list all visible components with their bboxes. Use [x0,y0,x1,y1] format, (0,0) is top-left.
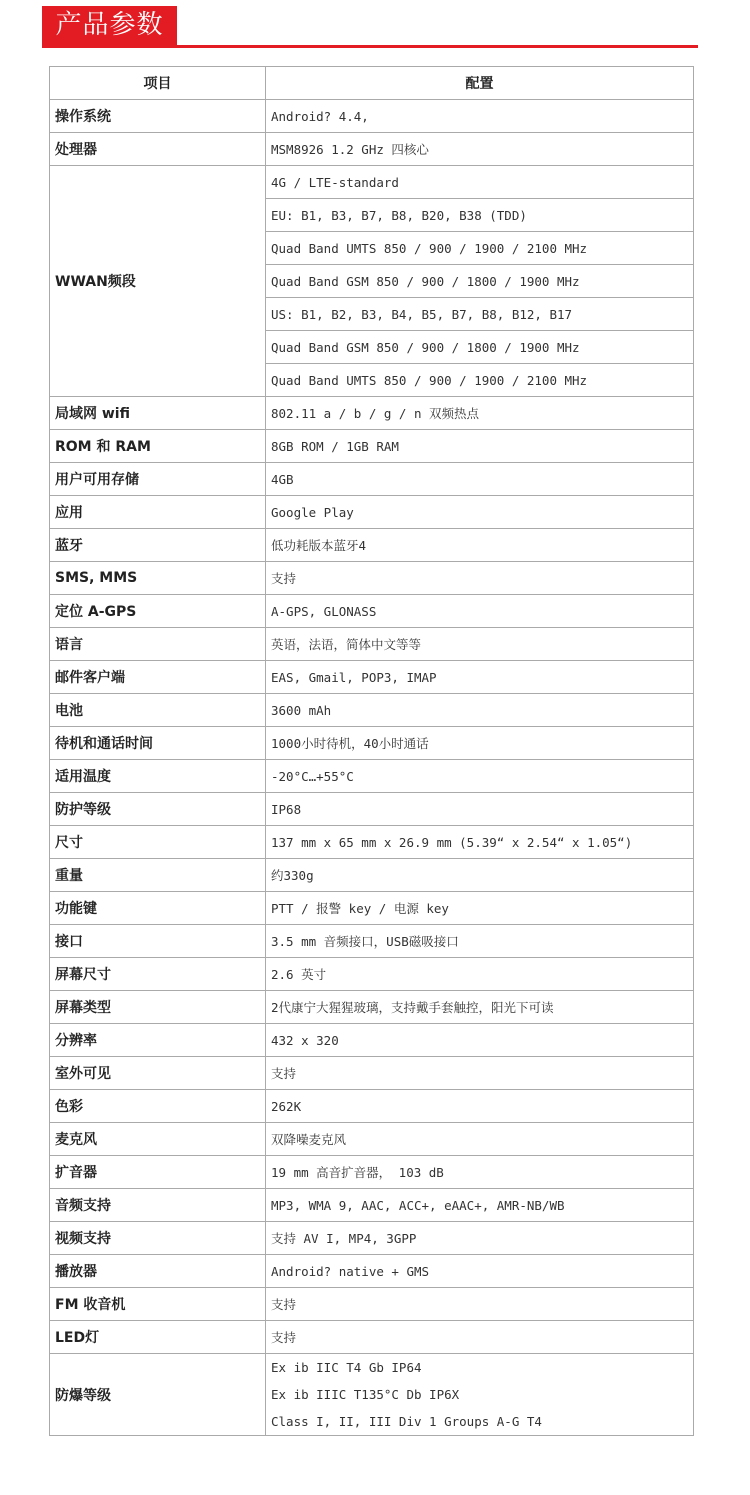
table-row [50,100,694,133]
spec-value: EU: B1, B3, B7, B8, B20, B38 (TDD) [266,199,694,232]
table-row [50,628,694,661]
spec-label: 局域网 wifi [50,397,266,430]
spec-label: 尺寸 [50,826,266,859]
table-row [50,397,694,430]
spec-value: 1000小时待机，40小时通话 [266,727,694,760]
column-header-item: 项目 [50,67,266,100]
spec-label: 麦克风 [50,1123,266,1156]
table-row [50,430,694,463]
table-row [50,562,694,595]
spec-value: Quad Band UMTS 850 / 900 / 1900 / 2100 MHz [266,364,694,397]
table-row [50,760,694,793]
spec-label: 播放器 [50,1255,266,1288]
table-row [50,1156,694,1189]
spec-value: 双降噪麦克风 [266,1123,694,1156]
table-row [50,166,694,199]
spec-value: Quad Band UMTS 850 / 900 / 1900 / 2100 MHz [266,232,694,265]
spec-value: 支持 [266,562,694,595]
table-header-row [50,67,694,100]
spec-value: 3.5 mm 音频接口，USB磁吸接口 [266,925,694,958]
spec-label: 视频支持 [50,1222,266,1255]
spec-value: 2.6 英寸 [266,958,694,991]
table-row [50,1255,694,1288]
spec-value: 约330g [266,859,694,892]
spec-table [49,66,694,1436]
spec-label: 适用温度 [50,760,266,793]
spec-value: A-GPS, GLONASS [266,595,694,628]
table-row [50,925,694,958]
table-row [50,1222,694,1255]
table-row [50,1024,694,1057]
table-row [50,496,694,529]
spec-value: Quad Band GSM 850 / 900 / 1800 / 1900 MHz [266,331,694,364]
spec-label: 音频支持 [50,1189,266,1222]
spec-label: FM 收音机 [50,1288,266,1321]
spec-value-line: Class I, II, III Div 1 Groups A-G T4 [271,1414,542,1429]
spec-value: Quad Band GSM 850 / 900 / 1800 / 1900 MHz [266,265,694,298]
spec-value: PTT / 报警 key / 电源 key [266,892,694,925]
spec-table-body [50,100,694,1436]
spec-label: 电池 [50,694,266,727]
section-header [42,6,698,48]
table-row [50,463,694,496]
table-row [50,595,694,628]
spec-value: 支持 [266,1321,694,1354]
spec-label: ROM 和 RAM [50,430,266,463]
spec-value: Android? 4.4, [266,100,694,133]
spec-label: 扩音器 [50,1156,266,1189]
spec-label: 防爆等级 [50,1354,266,1436]
spec-value: 支持 [266,1288,694,1321]
spec-label: 操作系统 [50,100,266,133]
spec-label: 蓝牙 [50,529,266,562]
spec-label: 接口 [50,925,266,958]
spec-value: 3600 mAh [266,694,694,727]
spec-value: 4G / LTE-standard [266,166,694,199]
spec-value: MSM8926 1.2 GHz 四核心 [266,133,694,166]
spec-value: 8GB ROM / 1GB RAM [266,430,694,463]
spec-label: 语言 [50,628,266,661]
spec-value: 4GB [266,463,694,496]
spec-label: WWAN频段 [50,166,266,397]
spec-label: 用户可用存储 [50,463,266,496]
spec-label: 定位 A-GPS [50,595,266,628]
spec-label: 分辨率 [50,1024,266,1057]
table-row [50,958,694,991]
title-underline [42,45,698,48]
spec-label: LED灯 [50,1321,266,1354]
spec-label: 处理器 [50,133,266,166]
spec-value: -20°C…+55°C [266,760,694,793]
spec-label: SMS, MMS [50,562,266,595]
spec-label: 屏幕类型 [50,991,266,1024]
spec-value: US: B1, B2, B3, B4, B5, B7, B8, B12, B17 [266,298,694,331]
table-row [50,661,694,694]
spec-value: 432 x 320 [266,1024,694,1057]
spec-label: 室外可见 [50,1057,266,1090]
spec-label: 防护等级 [50,793,266,826]
table-row [50,727,694,760]
table-row [50,1057,694,1090]
spec-value: MP3, WMA 9, AAC, ACC+, eAAC+, AMR-NB/WB [266,1189,694,1222]
spec-label: 功能键 [50,892,266,925]
table-row [50,991,694,1024]
spec-value: Android? native + GMS [266,1255,694,1288]
spec-value: 137 mm x 65 mm x 26.9 mm (5.39“ x 2.54“ x 1.05“) [266,826,694,859]
table-row [50,1090,694,1123]
spec-value: 支持 AV I, MP4, 3GPP [266,1222,694,1255]
table-row [50,826,694,859]
spec-value: 19 mm 高音扩音器， 103 dB [266,1156,694,1189]
spec-value: 支持 [266,1057,694,1090]
spec-value: 2代康宁大猩猩玻璃，支持戴手套触控，阳光下可读 [266,991,694,1024]
section-title: 产品参数 [42,6,177,45]
table-row [50,1288,694,1321]
spec-value: EAS, Gmail, POP3, IMAP [266,661,694,694]
spec-value: 262K [266,1090,694,1123]
spec-label: 屏幕尺寸 [50,958,266,991]
table-row [50,892,694,925]
spec-label: 重量 [50,859,266,892]
spec-value: 802.11 a / b / g / n 双频热点 [266,397,694,430]
table-row [50,1123,694,1156]
table-row [50,1354,694,1436]
spec-label: 邮件客户端 [50,661,266,694]
table-row [50,793,694,826]
spec-label: 待机和通话时间 [50,727,266,760]
table-row [50,1321,694,1354]
table-row [50,859,694,892]
column-header-config: 配置 [266,67,694,100]
table-row [50,694,694,727]
spec-value-line: Ex ib IIC T4 Gb IP64 [271,1360,422,1375]
table-row [50,529,694,562]
spec-value [266,1354,694,1436]
table-row [50,1189,694,1222]
spec-label: 色彩 [50,1090,266,1123]
spec-value: IP68 [266,793,694,826]
table-row [50,133,694,166]
spec-value-line: Ex ib IIIC T135°C Db IP6X [271,1387,460,1402]
spec-value: 英语，法语，简体中文等等 [266,628,694,661]
spec-label: 应用 [50,496,266,529]
spec-value: 低功耗版本蓝牙4 [266,529,694,562]
spec-value: Google Play [266,496,694,529]
